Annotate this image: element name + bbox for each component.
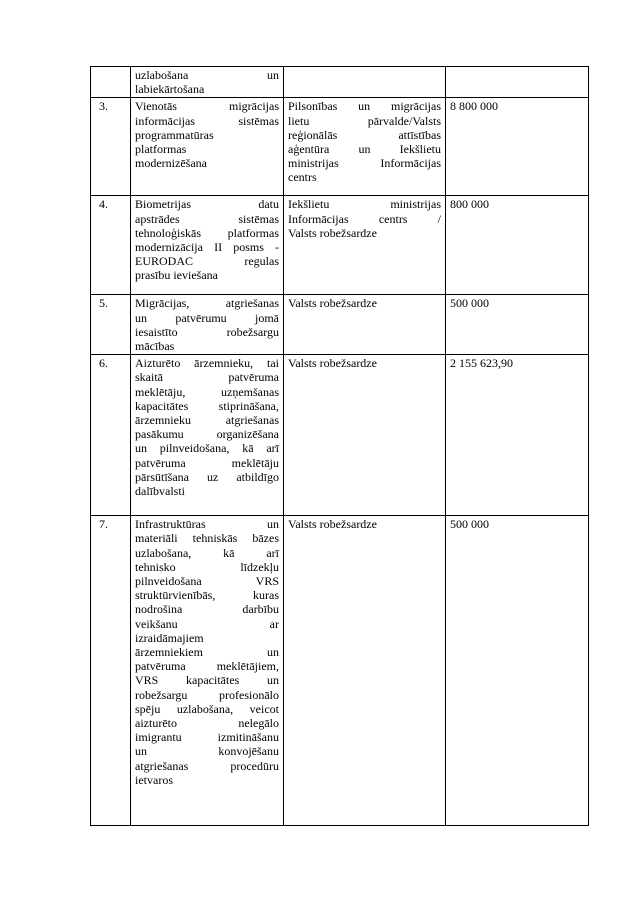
responsible-cell-line: lietu pārvalde/Valsts — [288, 113, 441, 128]
activity-cell-line: EURODAC regulas — [135, 254, 279, 269]
activity-cell-line: modernizēšana — [135, 156, 207, 171]
activity-cell-line: robežsargu profesionālo — [135, 687, 279, 702]
table-row — [91, 67, 589, 98]
responsible-cell — [284, 67, 446, 98]
row-number-cell — [91, 67, 131, 98]
activity-cell-line: pasākumu organizēšana — [135, 427, 279, 442]
activity-cell-line: un pilnveidošana, kā arī — [135, 441, 279, 456]
activity-cell-line: ārzemnieku atgriešanas — [135, 413, 279, 428]
activity-cell-line: Infrastruktūras un — [135, 517, 279, 532]
responsible-cell — [284, 98, 446, 196]
amount-cell: 8 800 000 — [446, 98, 589, 196]
responsible-cell — [284, 295, 446, 355]
responsible-cell — [284, 355, 446, 516]
activity-cell-line: Migrācijas, atgriešanas — [135, 296, 279, 311]
activity-cell-line: iesaistīto robežsargu — [135, 324, 279, 339]
table-row — [91, 295, 589, 355]
activity-cell-line: atgriešanas procedūru — [135, 758, 279, 773]
table-row — [91, 355, 589, 516]
activity-cell-line: materiāli tehniskās bāzes — [135, 531, 279, 546]
responsible-cell — [284, 196, 446, 295]
activity-cell-line: informācijas sistēmas — [135, 113, 279, 128]
responsible-cell — [284, 516, 446, 826]
activity-cell-line: nodrošina darbību — [135, 602, 279, 617]
activity-cell-line: aizturēto nelegālo — [135, 716, 279, 731]
activity-cell-line: Vienotās migrācijas — [135, 99, 279, 114]
table-row — [91, 98, 589, 196]
activity-cell-line: Aizturēto ārzemnieku, tai — [135, 356, 279, 371]
responsible-cell-line: Valsts robežsardze — [288, 225, 377, 240]
row-number-cell: 7. — [91, 516, 131, 826]
row-number-cell: 6. — [91, 355, 131, 516]
responsible-cell-line: centrs — [288, 170, 317, 185]
activity-cell-line: skaitā patvēruma — [135, 370, 279, 385]
activity-cell-line: patvēruma meklētāju — [135, 455, 279, 470]
table-row — [91, 196, 589, 295]
activity-cell-line: spēju uzlabošana, veicot — [135, 701, 279, 716]
amount-cell: 800 000 — [446, 196, 589, 295]
activity-cell-line: patvēruma meklētājiem, — [135, 659, 279, 674]
row-number-cell: 3. — [91, 98, 131, 196]
activity-cell-line: mācības — [135, 339, 175, 354]
activity-cell-line: un konvojēšanu — [135, 744, 279, 759]
amount-cell: 500 000 — [446, 516, 589, 826]
activity-cell-line: ārzemniekiem un — [135, 645, 279, 660]
table-body — [91, 67, 589, 826]
activity-cell — [131, 516, 284, 826]
activity-cell-line: izraidāmajiem — [135, 630, 204, 645]
activity-cell-line: Biometrijas datu — [135, 197, 279, 212]
activity-cell-line: dalībvalsti — [135, 484, 185, 499]
activity-cell — [131, 98, 284, 196]
activity-cell-line: apstrādes sistēmas — [135, 211, 279, 226]
activity-cell-line: un patvērumu jomā — [135, 310, 279, 325]
responsible-cell-line: reģionālās attīstības — [288, 127, 441, 142]
activity-cell-line: imigrantu izmitināšanu — [135, 730, 279, 745]
responsible-cell-line: Valsts robežsardze — [288, 296, 377, 311]
activity-cell-line: modernizācija II posms - — [135, 240, 279, 255]
activity-cell-line: veikšanu ar — [135, 616, 279, 631]
activity-cell-line: VRS kapacitātes un — [135, 673, 279, 688]
activity-cell-line: uzlabošana, kā arī — [135, 545, 279, 560]
responsible-cell-line: Iekšlietu ministrijas — [288, 197, 441, 212]
activity-cell — [131, 67, 284, 98]
activity-cell-line: tehnoloģiskās platformas — [135, 225, 279, 240]
activity-cell-line: labiekārtošana — [135, 82, 205, 97]
responsible-cell-line: Informācijas centrs / — [288, 211, 441, 226]
responsible-cell-line: ministrijas Informācijas — [288, 156, 441, 171]
responsible-cell-line: aģentūra un Iekšlietu — [288, 142, 441, 157]
activity-cell — [131, 355, 284, 516]
responsible-cell-line: Pilsonības un migrācijas — [288, 99, 441, 114]
amount-cell — [446, 67, 589, 98]
amount-cell: 500 000 — [446, 295, 589, 355]
row-number-cell: 4. — [91, 196, 131, 295]
activity-cell-line: pārsūtīšana uz atbildīgo — [135, 469, 279, 484]
activity-cell — [131, 196, 284, 295]
activity-cell-line: platformas — [135, 142, 187, 157]
row-number-cell: 5. — [91, 295, 131, 355]
responsible-cell-line: Valsts robežsardze — [288, 517, 377, 532]
responsible-cell-line: Valsts robežsardze — [288, 356, 377, 371]
activity-cell-line: struktūrvienībās, kuras — [135, 588, 279, 603]
activity-cell-line: ietvaros — [135, 772, 173, 787]
activity-cell-line: prasību ieviešana — [135, 268, 218, 283]
funding-table — [90, 66, 589, 826]
activity-cell-line: pilnveidošana VRS — [135, 574, 279, 589]
activity-cell-line: uzlabošana un — [135, 68, 279, 82]
activity-cell-line: meklētāju, uzņemšanas — [135, 384, 279, 399]
table-row — [91, 516, 589, 826]
activity-cell-line: programmatūras — [135, 127, 214, 142]
activity-cell-line: tehnisko līdzekļu — [135, 559, 279, 574]
amount-cell: 2 155 623,90 — [446, 355, 589, 516]
activity-cell-line: kapacitātes stiprināšana, — [135, 398, 279, 413]
activity-cell — [131, 295, 284, 355]
